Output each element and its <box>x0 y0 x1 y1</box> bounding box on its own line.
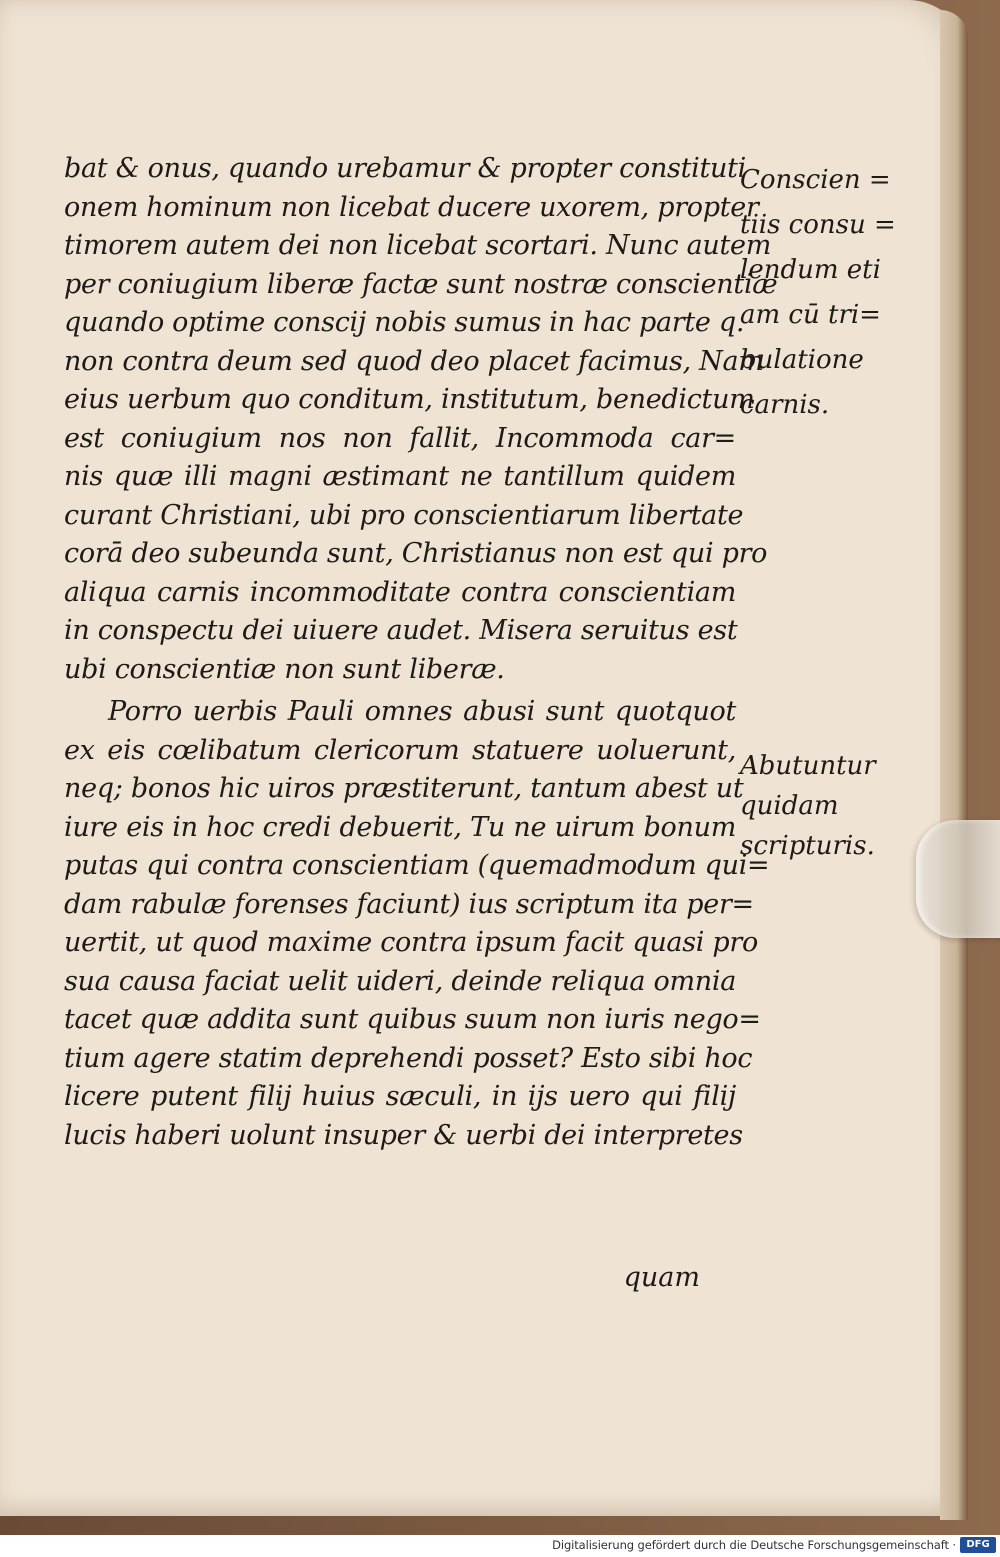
marginal-note-conscience <box>740 158 900 428</box>
text-line: lucis haberi uolunt insuper & uerbi dei interpretes <box>64 1119 743 1151</box>
text-line: licere putent filij huius sæculi, in ijs uero qui filij <box>64 1081 736 1112</box>
page-clip <box>916 820 1000 938</box>
text-line: dam rabulæ forenses faciunt) ius scriptum ita per= <box>64 888 754 920</box>
dfg-logo: DFG <box>960 1537 996 1553</box>
marginal-note-scripture <box>740 746 900 866</box>
text-line: per coniugium liberæ factæ sunt nostræ conscientiæ <box>64 268 778 300</box>
text-line: aliqua carnis incommoditate contra conscientiam <box>64 576 736 608</box>
text-line: onem hominum non licebat ducere uxorem, propter <box>64 191 759 223</box>
text-line: tium agere statim deprehendi posset? Esto sibi hoc <box>64 1042 753 1074</box>
main-text-block <box>64 150 778 1155</box>
marginal-line: scripturis. <box>740 831 875 861</box>
marginal-line: am cū tri= <box>740 300 881 330</box>
text-line: corā deo subeunda sunt, Christianus non est qui pro <box>64 538 768 569</box>
marginal-line: tiis consu = <box>740 210 896 240</box>
text-line: putas qui contra conscientiam (quemadmodum qui= <box>64 850 770 881</box>
catchword: quam <box>623 1262 700 1293</box>
text-line: iure eis in hoc credi debuerit, Tu ne uirum bonum <box>64 811 736 843</box>
marginal-line: carnis. <box>740 390 830 420</box>
digitization-footer <box>0 1535 1000 1557</box>
text-line: uertit, ut quod maxime contra ipsum facit quasi pro <box>64 927 758 958</box>
text-line: bat & onus, quando urebamur & propter constituti <box>64 153 746 184</box>
text-line: sua causa faciat uelit uideri, deinde reliqua omnia <box>64 965 736 997</box>
page-edge <box>940 10 968 1520</box>
paragraph-start-line: Porro uerbis Pauli omnes abusi sunt quotquot <box>108 696 736 727</box>
marginal-line: Abutuntur <box>740 751 876 781</box>
text-line: eius uerbum quo conditum, institutum, benedictum <box>64 384 755 415</box>
marginal-line: Conscien = <box>740 165 891 195</box>
text-line: ex eis cœlibatum clericorum statuere uoluerunt, <box>64 734 736 766</box>
text-line: ubi conscientiæ non sunt liberæ. <box>64 653 505 685</box>
funding-credit: Digitalisierung gefördert durch die Deutsche Forschungsgemeinschaft · <box>552 1538 956 1552</box>
text-line: in conspectu dei uiuere audet. Misera seruitus est <box>64 615 738 646</box>
text-line: neq; bonos hic uiros præstiterunt, tantum abest ut <box>64 773 744 804</box>
text-line: non contra deum sed quod deo placet facimus, Nam <box>64 345 764 377</box>
text-line: timorem autem dei non licebat scortari. Nunc autem <box>64 230 772 261</box>
marginal-line: quidam <box>740 791 839 821</box>
text-line: quando optime conscij nobis sumus in hac parte q. <box>64 307 745 338</box>
marginal-line: bulatione <box>740 345 864 375</box>
text-line: tacet quæ addita sunt quibus suum non iuris nego= <box>64 1004 761 1035</box>
text-line: nis quæ illi magni æstimant ne tantillum quidem <box>64 461 736 492</box>
text-line: curant Christiani, ubi pro conscientiarum libertate <box>64 499 744 531</box>
text-line: est coniugium nos non fallit, Incommoda car= <box>64 422 736 454</box>
marginal-line: lendum eti <box>740 255 881 285</box>
